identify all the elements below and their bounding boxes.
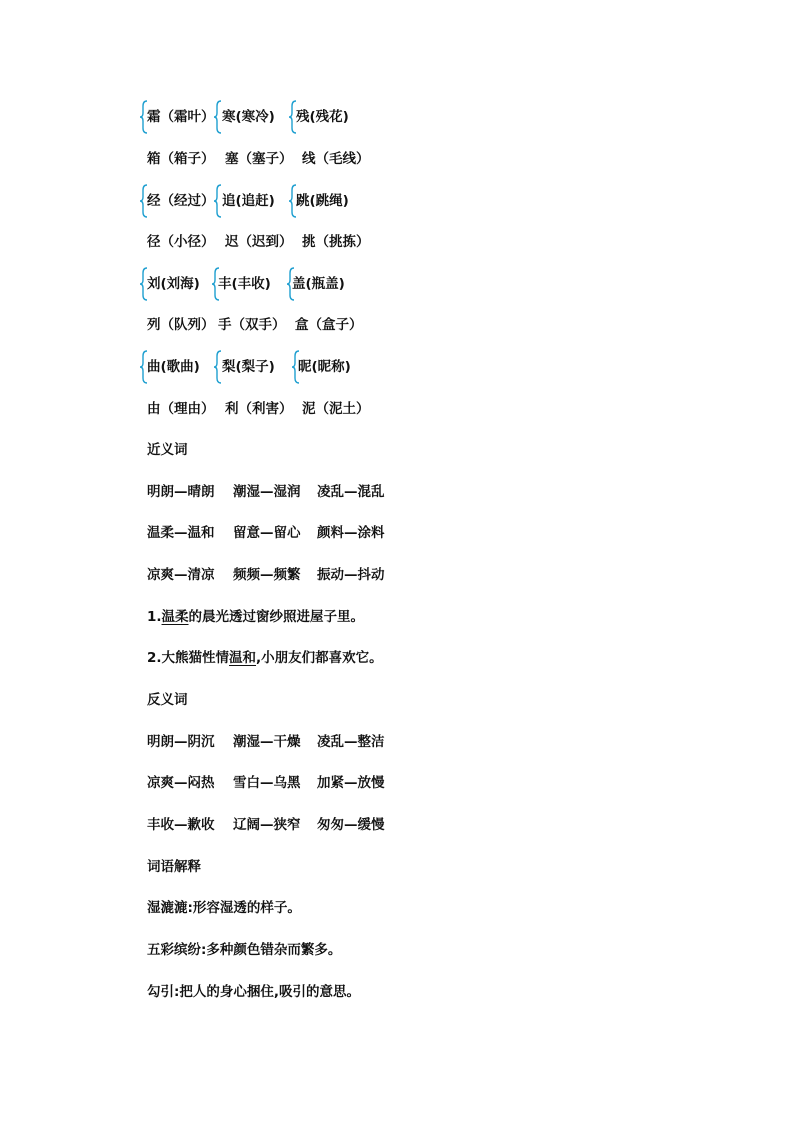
char-word: 线（毛线）: [302, 151, 370, 167]
word-pair: 明朗—晴朗: [147, 484, 215, 500]
char-word: 列（队列）: [147, 317, 215, 333]
underlined-word: 温柔: [161, 609, 189, 625]
char-word: 跳(跳绳): [296, 193, 349, 209]
char-word: 霜（霜叶）: [147, 109, 215, 125]
word-pair: 凌乱—整洁: [317, 734, 385, 750]
word-pair: 留意—留心: [233, 525, 301, 541]
char-word: 昵(昵称): [298, 359, 351, 375]
example-sentence: [147, 647, 383, 669]
word-pair: 加紧—放慢: [317, 775, 385, 791]
word-pair: 凌乱—混乱: [317, 484, 385, 500]
char-word: 手（双手）: [218, 317, 286, 333]
explanation-item: 勾引:把人的身心捆住,吸引的意思。: [147, 984, 361, 1000]
char-word: 箱（箱子）: [147, 151, 215, 167]
char-word: 曲(歌曲): [147, 359, 200, 375]
char-word: 径（小径）: [147, 234, 215, 250]
antonyms-heading: 反义词: [147, 692, 188, 708]
synonyms-heading: 近义词: [147, 442, 188, 458]
char-word: 泥（泥土）: [302, 401, 370, 417]
char-word: 利（利害）: [225, 401, 293, 417]
explanation-item: 五彩缤纷:多种颜色错杂而繁多。: [147, 942, 342, 958]
word-pair: 凉爽—清凉: [147, 567, 215, 583]
char-word: 盒（盒子）: [295, 317, 363, 333]
sentence-prefix: 1.: [147, 609, 162, 625]
explanations-heading: 词语解释: [147, 859, 201, 875]
sentence-suffix: ,小朋友们都喜欢它。: [256, 650, 383, 666]
char-word: 挑（挑拣）: [302, 234, 370, 250]
word-pair: 明朗—阴沉: [147, 734, 215, 750]
word-pair: 潮湿—湿润: [233, 484, 301, 500]
sentence-prefix: 2.大熊猫性情: [147, 650, 230, 666]
word-pair: 颜料—涂料: [317, 525, 385, 541]
char-word: 追(追赶): [222, 193, 275, 209]
char-word: 塞（塞子）: [225, 151, 293, 167]
word-pair: 雪白—乌黑: [233, 775, 301, 791]
word-pair: 频频—频繁: [233, 567, 301, 583]
example-sentence: [147, 606, 364, 628]
word-pair: 匆匆—缓慢: [317, 817, 385, 833]
char-word: 由（理由）: [147, 401, 215, 417]
word-pair: 辽阔—狭窄: [233, 817, 301, 833]
char-word: 刘(刘海): [147, 276, 200, 292]
word-pair: 丰收—歉收: [147, 817, 215, 833]
word-pair: 潮湿—干燥: [233, 734, 301, 750]
explanation-item: 湿漉漉:形容湿透的样子。: [147, 900, 301, 916]
char-word: 盖(瓶盖): [292, 276, 345, 292]
char-word: 残(残花): [296, 109, 349, 125]
char-word: 丰(丰收): [218, 276, 271, 292]
char-word: 迟（迟到）: [225, 234, 293, 250]
underlined-word: 温和: [229, 650, 257, 666]
word-pair: 温柔—温和: [147, 525, 215, 541]
word-pair: 振动—抖动: [317, 567, 385, 583]
char-word: 寒(寒冷): [222, 109, 275, 125]
char-word: 经（经过）: [147, 193, 215, 209]
char-word: 梨(梨子): [222, 359, 275, 375]
sentence-suffix: 的晨光透过窗纱照进屋子里。: [188, 609, 365, 625]
word-pair: 凉爽—闷热: [147, 775, 215, 791]
